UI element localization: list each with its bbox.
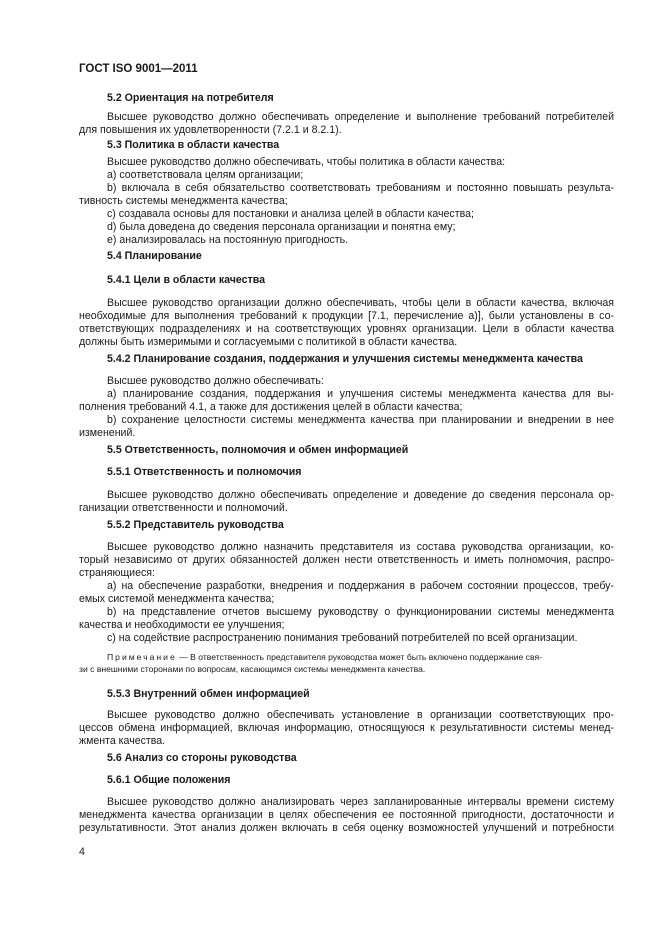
subsection-heading: 5.6.1 Общие положения — [107, 774, 231, 786]
list-item: b) включала в себя обязательство соответствовать требованиям и постоянно повышать результа- — [107, 182, 614, 194]
list-item: b) на представление отчетов высшему руководству о функционировании системы менеджмента — [107, 606, 614, 618]
body-line: менеджмента качества организации в целях обеспечения ее постоянной пригодности, достаточности и — [79, 809, 614, 821]
body-line: страняющиеся: — [79, 567, 155, 579]
list-item: c) создавала основы для постановки и анализа целей в области качества; — [107, 208, 474, 220]
body-line: Высшее руководство должно назначить представителя из состава руководства организации, ко- — [107, 541, 614, 553]
note-label: Примечание — [107, 652, 177, 662]
list-item: e) анализировалась на постоянную пригодность. — [107, 234, 349, 246]
body-line: ответствующих подразделениях и на соответствующих уровнях организации. Цели в области качества — [79, 323, 614, 335]
body-line: ганизации ответственности и полномочий. — [79, 502, 288, 514]
body-line: необходимые для выполнения требований к продукции [7.1, перечисление a)], были установлены в со- — [79, 310, 614, 322]
subsection-heading: 5.4.1 Цели в области качества — [107, 274, 265, 286]
section-heading: 5.3 Политика в области качества — [107, 139, 280, 151]
body-line: Высшее руководство должно обеспечивать, чтобы политика в области качества: — [107, 156, 506, 168]
subsection-heading: 5.5.2 Представитель руководства — [107, 519, 284, 531]
body-line: цессов обмена информацией, включая информацию, относящуюся к результативности системы менед- — [79, 722, 614, 734]
body-line: Высшее руководство организации должно обеспечивать, чтобы цели в области качества, включая — [107, 297, 614, 309]
body-line: Высшее руководство должно анализировать через запланированные интервалы времени систему — [107, 796, 614, 808]
document-title: ГОСТ ISO 9001—2011 — [79, 63, 198, 75]
list-item: a) соответствовала целям организации; — [107, 169, 304, 181]
note-line: зи с внешними сторонами по вопросам, касающимся системы менеджмента качества. — [79, 664, 426, 674]
section-heading: 5.6 Анализ со стороны руководства — [107, 752, 297, 764]
body-line: полнения требований 4.1, а также для достижения целей в области качества; — [79, 401, 463, 413]
subsection-heading: 5.4.2 Планирование создания, поддержания и улучшения системы менеджмента качества — [107, 353, 583, 365]
list-item: d) была доведена до сведения персонала организации и понятна ему; — [107, 221, 456, 233]
body-line: качества и необходимости ее улучшения; — [79, 619, 285, 631]
body-line: Высшее руководство должно обеспечивать определение и выполнение требований потребителей — [107, 111, 614, 123]
body-line: емых системой менеджмента качества; — [79, 593, 275, 605]
body-line: Высшее руководство должно обеспечивать: — [107, 375, 324, 387]
note-text: — В ответственность представителя руководства может быть включено поддержание свя- — [179, 652, 542, 662]
body-line: Высшее руководство должно обеспечивать определение и доведение до сведения персонала ор- — [107, 489, 614, 501]
body-line: результативности. Этот анализ должен включать в себя оценку возможностей улучшений и потребности — [79, 822, 614, 834]
body-line: изменений. — [79, 427, 136, 439]
body-line: торый независимо от других обязанностей должен нести ответственность и иметь полномочия, распро- — [79, 554, 614, 566]
section-heading: 5.2 Ориентация на потребителя — [107, 92, 274, 104]
section-heading: 5.5 Ответственность, полномочия и обмен информацией — [107, 444, 409, 456]
subsection-heading: 5.5.3 Внутренний обмен информацией — [107, 688, 310, 700]
list-item: b) сохранение целостности системы менеджмента качества при планировании и внедрении в нее — [107, 414, 614, 426]
subsection-heading: 5.5.1 Ответственность и полномочия — [107, 466, 302, 478]
page-number: 4 — [79, 846, 85, 858]
section-heading: 5.4 Планирование — [107, 250, 202, 262]
body-line: для повышения их удовлетворенности (7.2.1 и 8.2.1). — [79, 124, 342, 136]
note-line — [107, 651, 614, 663]
body-line: Высшее руководство должно обеспечивать установление в организации соответствующих про- — [107, 709, 614, 721]
list-item: a) планирование создания, поддержания и улучшения системы менеджмента качества для вы- — [107, 388, 614, 400]
body-line: жмента качества. — [79, 735, 166, 747]
list-item: a) на обеспечение разработки, внедрения и поддержания в рабочем состоянии процессов, требу- — [107, 580, 614, 592]
body-line: тивность системы менеджмента качества; — [79, 195, 288, 207]
body-line: должны быть измеримыми и согласуемыми с политикой в области качества. — [79, 336, 458, 348]
list-item: c) на содействие распространению понимания требований потребителей по всей организации. — [107, 632, 578, 644]
